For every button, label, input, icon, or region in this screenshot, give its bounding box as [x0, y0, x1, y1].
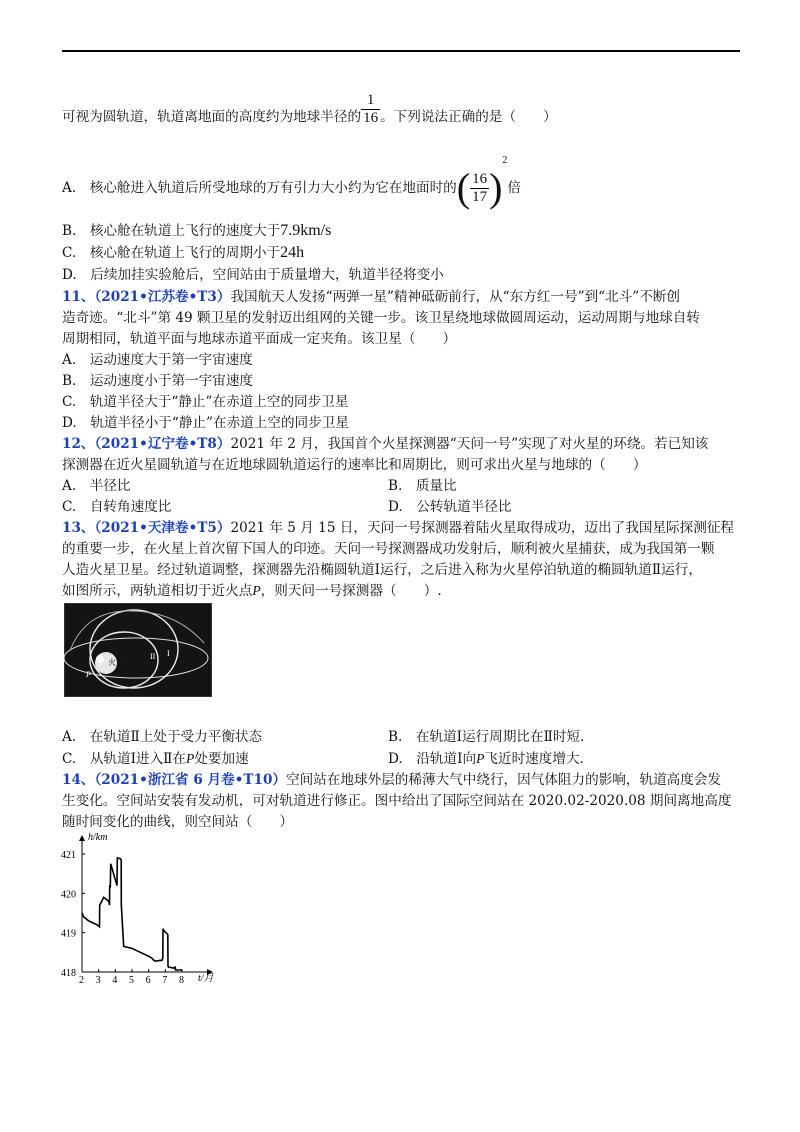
x-tick-label: 6: [145, 975, 151, 986]
q11-line-1: [62, 288, 680, 306]
mars-orbit-figure: [64, 603, 212, 697]
q10-option-d: D. 后续加挂实验舱后，空间站由于质量增大，轨道半径将变小: [62, 267, 444, 283]
figure-background: [64, 603, 212, 697]
q11-option-b: B. 运动速度小于第一宇宙速度: [62, 373, 254, 389]
q10-option-c-text: C. 核心舱在轨道上飞行的周期小于: [62, 245, 281, 261]
q11-line-2: 造奇迹。“北斗”第 49 颗卫星的发射迈出组网的关键一步。该卫星绕地球做圆周运动，运动周期与地球自转: [62, 310, 700, 326]
point-p-label: P: [476, 751, 485, 766]
q12-text: 2021 年 2 月，我国首个火星探测器“天问一号”实现了对火星的环绕。若已知该: [230, 436, 709, 452]
left-paren: (: [456, 165, 471, 210]
q12-option-b: B. 质量比: [388, 478, 457, 494]
q11-tag: 11、（2021•江苏卷•T3）: [62, 289, 231, 305]
q10-fraction: [361, 92, 380, 127]
q11-text: 我国航天人发扬“两弹一星”精神砥砺前行，从“东方红一号”到“北斗”不断创: [230, 289, 680, 305]
mars-highlight: [96, 655, 104, 663]
q13-option-a: A. 在轨道Ⅱ上处于受力平衡状态: [62, 729, 263, 745]
chart-series: [82, 858, 182, 970]
q13-option-b: B. 在轨道Ⅰ运行周期比在Ⅱ时短.: [388, 729, 585, 745]
x-tick-label: 2: [79, 975, 84, 986]
point-p-label: P: [186, 751, 195, 766]
q13-line-1: [62, 519, 734, 537]
q13-line-2: 的重要一步，在火星上首次留下国人的印迹。天问一号探测器成功发射后，顺利被火星捕获，成为我国第一颗: [62, 541, 715, 557]
q10-option-a-text: A. 核心舱进入轨道后所受地球的万有引力大小约为它在地面时的: [62, 180, 457, 196]
y-axis-label: h/km: [88, 832, 108, 843]
q11-line-3: 周期相同，轨道平面与地球赤道平面成一定夹角。该卫星（ ）: [62, 331, 457, 347]
p-point-label: P: [86, 670, 91, 679]
x-tick-label: 3: [95, 975, 101, 986]
speed-value: 7.9km/s: [280, 222, 332, 239]
right-paren: ): [489, 165, 503, 210]
frac-numerator: 16: [472, 170, 488, 187]
header-rule: [62, 50, 740, 52]
q10-option-b: [62, 222, 331, 240]
x-tick-label: 7: [162, 975, 168, 986]
q13-line-3: 人造火星卫星。经过轨道调整，探测器先沿椭圆轨道Ⅰ运行，之后进入称为火星停泊轨道的椭圆轨道Ⅱ运行，: [62, 562, 702, 578]
q10-option-b-text: B. 核心舱在轨道上飞行的速度大于: [62, 223, 281, 239]
q13-option-d: [388, 750, 584, 768]
q10-intro: [62, 92, 557, 135]
period-value: 24h: [280, 244, 305, 261]
frac-numerator: 1: [366, 92, 375, 108]
q14-text: 空间站在地球外层的稀薄大气中绕行，因气体阻力的影响，轨道高度会发: [286, 772, 722, 788]
q13-line-4: [62, 582, 442, 600]
y-tick-label: 420: [61, 889, 76, 901]
q10-option-a: [62, 155, 522, 210]
q11-option-a: A. 运动速度大于第一宇宙速度: [62, 352, 253, 368]
q10-option-c: [62, 244, 304, 262]
q14-line-3: 随时间变化的曲线，则空间站（ ）: [62, 814, 294, 830]
q12-option-c: C. 自转角速度比: [62, 499, 172, 515]
q13-text: 2021 年 5 月 15 日，天问一号探测器着陆火星取得成功，迈出了我国星际探测征程: [230, 520, 735, 536]
q13-option-d-end: 飞近时速度增大.: [484, 751, 584, 767]
q11-option-c: C. 轨道半径大于“静止”在赤道上空的同步卫星: [62, 394, 349, 410]
q12-line-1: [62, 435, 708, 453]
q13-line-4-text: 如图所示，两轨道相切于近火点: [62, 583, 253, 599]
y-tick-label: 418: [61, 968, 76, 979]
q14-line-1: [62, 771, 721, 789]
x-tick-label: 4: [112, 975, 118, 986]
mars-label: 火星: [108, 658, 124, 667]
x-tick-label: 8: [179, 975, 184, 986]
q12-option-a: A. 半径比: [62, 478, 131, 494]
frac-denominator: 16: [363, 110, 379, 126]
frac-denominator: 17: [472, 188, 488, 205]
q12-line-2: 探测器在近火星圆轨道与在近地球圆轨道运行的速率比和周期比，则可求出火星与地球的（ ）: [62, 457, 647, 473]
height-curve: [82, 858, 182, 970]
q11-option-d: D. 轨道半径小于“静止”在赤道上空的同步卫星: [62, 415, 349, 431]
q13-option-c: [62, 750, 249, 768]
x-axis-label: t/月: [198, 973, 214, 984]
q13-tag: 13、（2021•天津卷•T5）: [62, 520, 231, 536]
x-tick-label: 5: [129, 975, 134, 986]
y-tick-label: 421: [61, 850, 76, 861]
y-tick-label: 419: [61, 928, 76, 940]
q12-option-d: D. 公转轨道半径比: [388, 499, 512, 515]
chart-axes: [82, 836, 212, 972]
point-p-label: P: [252, 583, 261, 598]
exponent: 2: [502, 155, 508, 166]
orbit-I-label: I: [167, 649, 170, 658]
q10-option-a-fraction: [470, 171, 489, 206]
q10-intro-text: 可视为圆轨道，轨道离地面的高度约为地球半径的: [62, 109, 362, 125]
q12-tag: 12、（2021•辽宁卷•T8）: [62, 436, 231, 452]
q14-line-2: 生变化。空间站安装有发动机，可对轨道进行修正。图中给出了国际空间站在 2020.02-2020.08 期间离地高度: [62, 793, 732, 809]
q14-tag: 14、（2021•浙江省 6 月卷•T10）: [62, 772, 287, 788]
q10-intro-end: 。下列说法正确的是（ ）: [380, 109, 557, 125]
q10-option-a-end: 倍: [507, 180, 522, 196]
q13-option-c-end: 处要加速: [194, 751, 249, 767]
q13-option-c-text: C. 从轨道Ⅰ进入Ⅱ在: [62, 751, 187, 767]
q13-line-4-end: ，则天问一号探测器（ ）.: [260, 583, 442, 599]
q13-option-d-text: D. 沿轨道Ⅰ向: [388, 751, 477, 767]
orbit-II-label: II: [150, 652, 156, 661]
orbit-height-chart: [60, 828, 230, 988]
